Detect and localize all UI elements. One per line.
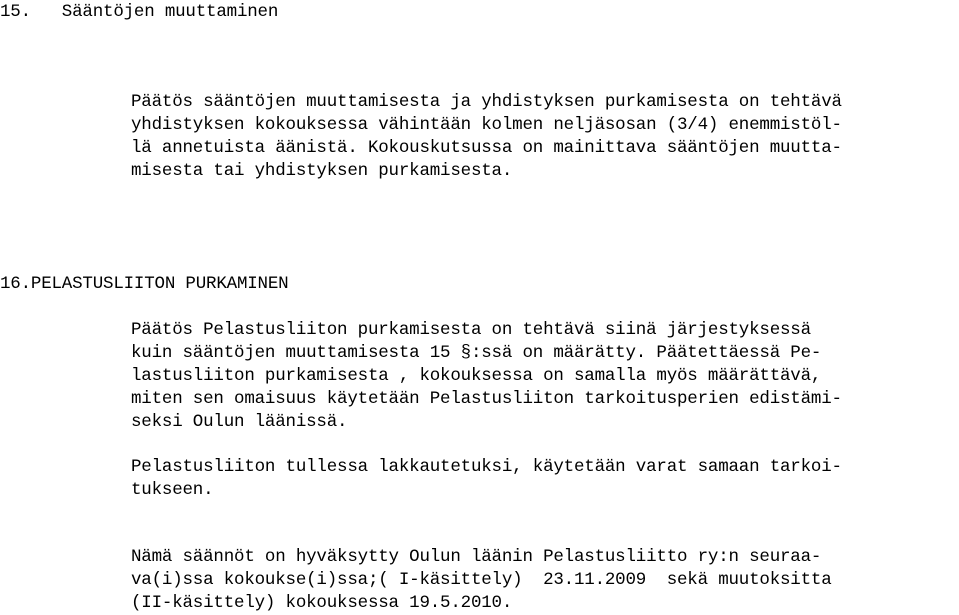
text-line: kuin sääntöjen muuttamisesta 15 §:ssä on määrätty. Päätettäessä Pe-: [131, 343, 822, 363]
text-line: (II-käsittely) kokouksessa 19.5.2010.: [131, 593, 513, 613]
text-line: miten sen omaisuus käytetään Pelastusliiton tarkoitusperien edistämi-: [131, 389, 842, 409]
text-line: lastusliiton purkamisesta , kokouksessa on samalla myös määrättävä,: [131, 366, 822, 386]
text-line: misesta tai yhdistyksen purkamisesta.: [131, 161, 513, 181]
text-line: Päätös Pelastusliiton purkamisesta on tehtävä siinä järjestyksessä: [131, 320, 811, 340]
text-line: Pelastusliiton tullessa lakkautetuksi, käytetään varat samaan tarkoi-: [131, 457, 842, 477]
text-line: lä annetuista äänistä. Kokouskutsussa on mainittava sääntöjen muutta-: [131, 138, 842, 158]
section-15-heading: 15. Sääntöjen muuttaminen: [0, 2, 279, 22]
text-line: va(i)ssa kokoukse(i)ssa;( I-käsittely) 23.11.2009 sekä muutoksitta: [131, 570, 832, 590]
text-line: Nämä säännöt on hyväksytty Oulun läänin Pelastusliitto ry:n seuraa-: [131, 547, 822, 567]
text-line: yhdistyksen kokouksessa vähintään kolmen neljäsosan (3/4) enemmistöl-: [131, 115, 842, 135]
text-line: seksi Oulun läänissä.: [131, 412, 348, 432]
text-line: tukseen.: [131, 480, 214, 500]
section-16-heading: 16.PELASTUSLIITON PURKAMINEN: [0, 274, 289, 294]
text-line: Päätös sääntöjen muuttamisesta ja yhdistyksen purkamisesta on tehtävä: [131, 92, 842, 112]
